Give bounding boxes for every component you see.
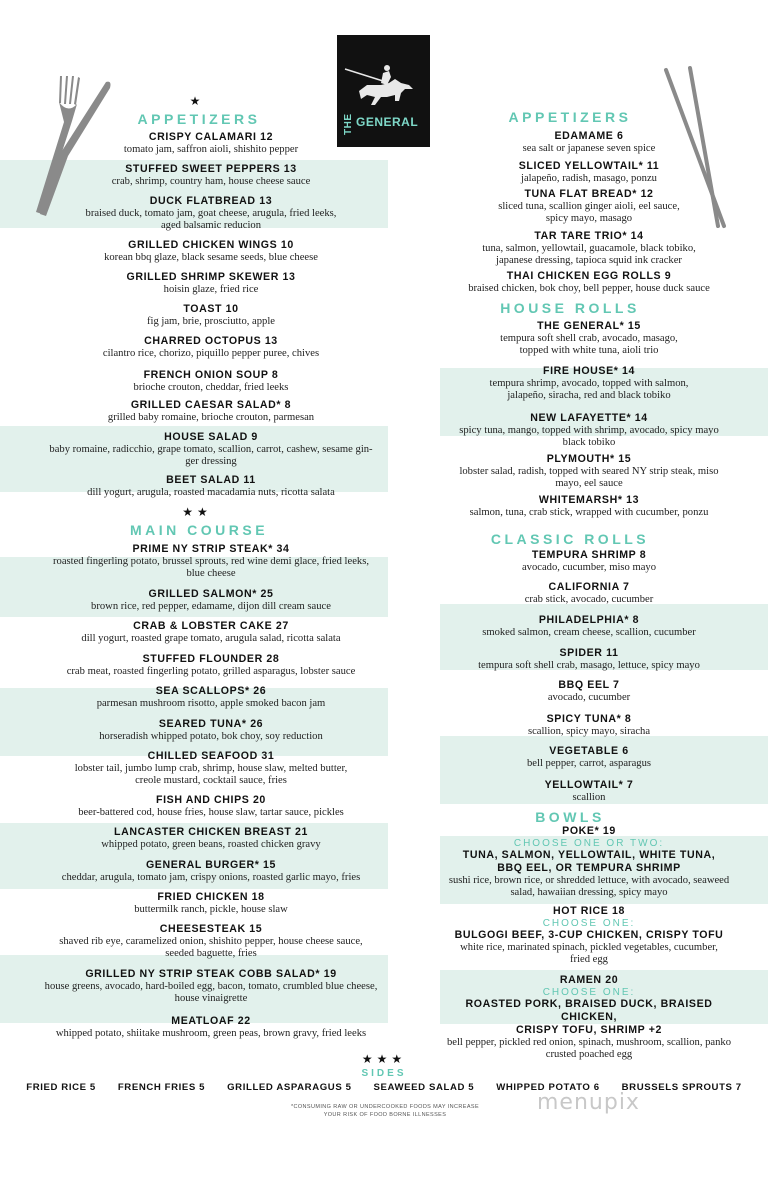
menu-item-name: VEGETABLE 6 <box>549 745 629 757</box>
menu-item-description: lobster salad, radish, topped with seared NY strip steak, miso <box>459 466 719 477</box>
menu-item-name: HOT RICE 18 <box>553 905 625 917</box>
menu-item <box>34 923 388 960</box>
menu-item <box>34 131 388 156</box>
menu-item-description: jalapeño, radish, masago, ponzu <box>521 173 657 184</box>
section-title-house-rolls: HOUSE ROLLS <box>500 300 640 316</box>
menu-item <box>440 825 738 899</box>
menu-item <box>440 549 738 574</box>
menu-item-name: TUNA FLAT BREAD* 12 <box>524 188 654 200</box>
menu-item-name: CALIFORNIA 7 <box>548 581 630 593</box>
menu-item-description: topped with white tuna, aioli trio <box>519 345 659 356</box>
menu-item-name: TEMPURA SHRIMP 8 <box>531 549 647 561</box>
menu-item <box>440 412 738 449</box>
menu-item-description: house greens, avocado, hard-boiled egg, bacon, tomato, crumbled blue cheese, <box>44 981 378 992</box>
menu-item-name: BEET SALAD 11 <box>166 474 256 486</box>
menu-item-description: fig jam, brie, prosciutto, apple <box>147 316 275 327</box>
menu-item-options: BBQ EEL, OR TEMPURA SHRIMP <box>497 862 681 874</box>
menu-item-options: TUNA, SALMON, YELLOWTAIL, WHITE TUNA, <box>462 849 716 861</box>
menu-item-description: brown rice, red pepper, edamame, dijon dill cream sauce <box>91 601 331 612</box>
menu-item-name: NEW LAFAYETTE* 14 <box>530 412 648 424</box>
sides-stars: ★★★ <box>361 1052 407 1066</box>
menu-item-description: tuna, salmon, yellowtail, guacamole, black tobiko, <box>482 243 696 254</box>
menu-item-name: RAMEN 20 <box>559 974 619 986</box>
menu-item <box>440 130 738 155</box>
menu-item-description: whipped potato, shiitake mushroom, green peas, brown gravy, fried leeks <box>55 1028 367 1039</box>
menu-item <box>34 653 388 678</box>
menu-item-description: hoisin glaze, fried rice <box>163 284 259 295</box>
menu-item-description: brioche crouton, cheddar, fried leeks <box>133 382 289 393</box>
menu-item-description: braised duck, tomato jam, goat cheese, arugula, fried leeks, <box>85 208 337 219</box>
section-title-bowls: BOWLS <box>535 809 605 825</box>
section-title-appetizers: APPETIZERS <box>137 111 261 127</box>
menu-item <box>440 745 738 770</box>
menu-item-name: FRENCH ONION SOUP 8 <box>143 369 279 381</box>
menu-item-description: sushi rice, brown rice, or shredded lettuce, with avocado, seaweed <box>448 875 730 886</box>
menu-item-description: seeded baguette, fries <box>165 948 257 959</box>
menu-item <box>34 685 388 710</box>
menu-item-description: crab stick, avocado, cucumber <box>524 594 654 605</box>
menu-item-description: parmesan mushroom risotto, apple smoked bacon jam <box>96 698 326 709</box>
menu-item-description: tempura soft shell crab, avocado, masago, <box>500 333 678 344</box>
menu-item-name: STUFFED FLOUNDER 28 <box>142 653 280 665</box>
menu-item-description: black tobiko <box>562 437 616 448</box>
menu-item <box>440 905 738 966</box>
menu-item <box>34 794 388 819</box>
menu-item <box>34 543 388 580</box>
menu-item-name: SLICED YELLOWTAIL* 11 <box>518 160 660 172</box>
menu-item-name: THAI CHICKEN EGG ROLLS 9 <box>506 270 672 282</box>
menu-item-description: roasted fingerling potato, brussel sprouts, red wine demi glace, fried leeks, <box>53 556 369 567</box>
menu-item <box>34 431 388 468</box>
menu-item-description: white rice, marinated spinach, pickled vegetables, cucumber, <box>460 942 718 953</box>
menu-item <box>34 195 388 232</box>
menu-item-name: PRIME NY STRIP STEAK* 34 <box>132 543 290 555</box>
horse-rider-icon <box>337 35 430 115</box>
menu-item-name: GENERAL BURGER* 15 <box>145 859 277 871</box>
menu-item-description: spicy mayo, masago <box>545 213 633 224</box>
sides-list <box>0 1082 768 1093</box>
section-stars: ★★ <box>182 505 212 519</box>
menu-item-description: tempura shrimp, avocado, topped with salmon, <box>489 378 689 389</box>
menu-item-description: bell pepper, pickled red onion, spinach, mushroom, scallion, panko <box>446 1037 732 1048</box>
menu-item <box>440 160 738 185</box>
menu-item-name: MEATLOAF 22 <box>171 1015 251 1027</box>
side-item: BRUSSELS SPROUTS 7 <box>621 1082 742 1093</box>
menu-item-description: smoked salmon, cream cheese, scallion, cucumber <box>482 627 696 638</box>
choose-label: CHOOSE ONE OR TWO: <box>513 838 665 849</box>
menu-item-name: DUCK FLATBREAD 13 <box>149 195 273 207</box>
menu-item-description: japanese dressing, tapioca squid ink cracker <box>496 255 682 266</box>
choose-label: CHOOSE ONE: <box>542 987 636 998</box>
choose-label: CHOOSE ONE: <box>542 918 636 929</box>
menu-item-name: FIRE HOUSE* 14 <box>543 365 635 377</box>
menu-item-description: shaved rib eye, caramelized onion, shishito pepper, house cheese sauce, <box>59 936 363 947</box>
menu-item-description: mayo, eel sauce <box>555 478 623 489</box>
menu-item-description: fried egg <box>570 954 608 965</box>
menu-item <box>34 718 388 743</box>
brand-name: GENERAL <box>356 115 419 129</box>
disclaimer-line: *CONSUMING RAW OR UNDERCOOKED FOODS MAY INCREASE <box>290 1104 480 1110</box>
menu-item-description: dill yogurt, roasted grape tomato, arugula salad, ricotta salata <box>81 633 341 644</box>
menu-item-description: crusted poached egg <box>545 1049 633 1060</box>
menu-item-name: WHITEMARSH* 13 <box>538 494 640 506</box>
menu-item-name: GRILLED CHICKEN WINGS 10 <box>128 239 294 251</box>
menu-item-name: BBQ EEL 7 <box>558 679 620 691</box>
watermark: menupix <box>537 1090 640 1115</box>
section-title-appetizers-sushi: APPETIZERS <box>508 109 632 125</box>
menu-item-description: blue cheese <box>186 568 236 579</box>
menu-item-name: CHEESESTEAK 15 <box>159 923 263 935</box>
menu-item-description: salmon, tuna, crab stick, wrapped with cucumber, ponzu <box>469 507 709 518</box>
menu-item <box>34 335 388 360</box>
side-item: FRIED RICE 5 <box>26 1082 96 1093</box>
section-stars: ★ <box>189 94 205 108</box>
menu-item-name: GRILLED SALMON* 25 <box>148 588 274 600</box>
menu-item-name: GRILLED SHRIMP SKEWER 13 <box>126 271 296 283</box>
menu-item <box>440 679 738 704</box>
menu-item-name: FISH AND CHIPS 20 <box>156 794 266 806</box>
menu-item <box>440 647 738 672</box>
menu-item-options: CRISPY TOFU, SHRIMP +2 <box>516 1024 662 1036</box>
menu-item-description: bell pepper, carrot, asparagus <box>527 758 651 769</box>
menu-item-description: crab, shrimp, country ham, house cheese sauce <box>111 176 311 187</box>
menu-item <box>440 713 738 738</box>
menu-item-description: dill yogurt, arugula, roasted macadamia nuts, ricotta salata <box>87 487 335 498</box>
menu-item-description: salad, hawaiian dressing, spicy mayo <box>510 887 668 898</box>
menu-item-description: sea salt or japanese seven spice <box>522 143 656 154</box>
menu-item-name: CHARRED OCTOPUS 13 <box>144 335 278 347</box>
menu-item <box>440 230 738 267</box>
menu-item-description: korean bbq glaze, black sesame seeds, blue cheese <box>104 252 318 263</box>
menu-item <box>440 581 738 606</box>
menu-item-description: grilled baby romaine, brioche crouton, parmesan <box>107 412 315 423</box>
menu-item <box>34 859 388 884</box>
section-title-classic-rolls: CLASSIC ROLLS <box>490 531 650 547</box>
disclaimer-line: YOUR RISK OF FOOD BORNE ILLNESSES <box>323 1112 447 1118</box>
menu-item <box>34 826 388 851</box>
menu-item-name: EDAMAME 6 <box>554 130 624 142</box>
menu-item-name: TOAST 10 <box>183 303 239 315</box>
menu-item-name: HOUSE SALAD 9 <box>164 431 258 443</box>
menu-item-description: braised chicken, bok choy, bell pepper, house duck sauce <box>468 283 710 294</box>
side-item: WHIPPED POTATO 6 <box>496 1082 600 1093</box>
menu-item <box>34 891 388 916</box>
menu-item-description: jalapeño, siracha, red and black tobiko <box>507 390 671 401</box>
menu-item-description: house vinaigrette <box>174 993 248 1004</box>
menu-item-name: CHILLED SEAFOOD 31 <box>147 750 275 762</box>
menu-item-description: lobster tail, jumbo lump crab, shrimp, house slaw, melted butter, <box>74 763 348 774</box>
menu-item <box>440 974 738 1061</box>
side-item: SEAWEED SALAD 5 <box>373 1082 475 1093</box>
sides-title: SIDES <box>361 1068 407 1079</box>
menu-item-description: baby romaine, radicchio, grape tomato, scallion, carrot, cashew, sesame gin- <box>49 444 373 455</box>
menu-item-description: spicy tuna, mango, topped with shrimp, avocado, spicy mayo <box>459 425 719 436</box>
menu-item-description: beer-battered cod, house fries, house slaw, tartar sauce, pickles <box>78 807 344 818</box>
menu-item-name: POKE* 19 <box>562 825 616 837</box>
menu-item-name: PLYMOUTH* 15 <box>546 453 632 465</box>
menu-item <box>440 614 738 639</box>
menu-item-name: LANCASTER CHICKEN BREAST 21 <box>114 826 308 838</box>
menu-item-description: tomato jam, saffron aioli, shishito pepper <box>123 144 299 155</box>
menu-item <box>34 1015 388 1040</box>
menu-item-options: BULGOGI BEEF, 3-CUP CHICKEN, CRISPY TOFU <box>454 929 724 941</box>
menu-item <box>440 270 738 295</box>
raw-food-disclaimer <box>290 1103 480 1119</box>
menu-item-name: CRISPY CALAMARI 12 <box>148 131 274 143</box>
menu-item-name: TAR TARE TRIO* 14 <box>534 230 644 242</box>
menu-item <box>34 620 388 645</box>
menu-item-name: SPICY TUNA* 8 <box>546 713 632 725</box>
menu-item <box>34 271 388 296</box>
menu-item-name: SEA SCALLOPS* 26 <box>155 685 267 697</box>
menu-item <box>440 365 738 402</box>
menu-item-description: creole mustard, cocktail sauce, fries <box>135 775 287 786</box>
menu-item-description: sliced tuna, scallion ginger aioli, eel sauce, <box>498 201 680 212</box>
menu-item-name: SPIDER 11 <box>559 647 619 659</box>
menu-item <box>34 588 388 613</box>
menu-item-description: avocado, cucumber <box>547 692 631 703</box>
menu-item-options: ROASTED PORK, BRAISED DUCK, BRAISED CHICKEN, <box>465 998 713 1023</box>
menu-item-description: tempura soft shell crab, masago, lettuce, spicy mayo <box>478 660 700 671</box>
menu-item-description: scallion <box>572 792 606 803</box>
menu-item-description: whipped potato, green beans, roasted chicken gravy <box>101 839 321 850</box>
menu-item-description: avocado, cucumber, miso mayo <box>521 562 656 573</box>
menu-item <box>440 779 738 804</box>
menu-item <box>34 750 388 787</box>
menu-item <box>34 474 388 499</box>
menu-item-name: SEARED TUNA* 26 <box>158 718 264 730</box>
menu-item <box>440 320 738 357</box>
menu-item <box>34 968 388 1005</box>
menu-item <box>34 399 388 424</box>
menu-item-name: THE GENERAL* 15 <box>537 320 641 332</box>
menu-item-name: STUFFED SWEET PEPPERS 13 <box>125 163 297 175</box>
menu-item <box>34 163 388 188</box>
menu-item <box>440 188 738 225</box>
menu-item <box>34 239 388 264</box>
menu-item-name: PHILADELPHIA* 8 <box>538 614 640 626</box>
side-item: FRENCH FRIES 5 <box>117 1082 206 1093</box>
menu-item-name: GRILLED NY STRIP STEAK COBB SALAD* 19 <box>85 968 337 980</box>
menu-item-description: buttermilk ranch, pickle, house slaw <box>134 904 288 915</box>
menu-item-name: GRILLED CAESAR SALAD* 8 <box>130 399 292 411</box>
menu-item-description: cilantro rice, chorizo, piquillo pepper puree, chives <box>102 348 320 359</box>
menu-item-description: horseradish whipped potato, bok choy, soy reduction <box>99 731 323 742</box>
side-item: GRILLED ASPARAGUS 5 <box>227 1082 352 1093</box>
menu-item-name: FRIED CHICKEN 18 <box>157 891 265 903</box>
menu-item-description: crab meat, roasted fingerling potato, grilled asparagus, lobster sauce <box>66 666 356 677</box>
section-title-main-course: MAIN COURSE <box>129 522 269 538</box>
menu-item-description: scallion, spicy mayo, siracha <box>527 726 651 737</box>
menu-item <box>34 303 388 328</box>
menu-item-description: cheddar, arugula, tomato jam, crispy onions, roasted garlic mayo, fries <box>61 872 361 883</box>
menu-item-name: YELLOWTAIL* 7 <box>544 779 634 791</box>
menu-item <box>440 494 738 519</box>
menu-item <box>34 369 388 394</box>
brand-the: THE <box>343 113 354 135</box>
menu-item-name: CRAB & LOBSTER CAKE 27 <box>133 620 289 632</box>
menu-item-description: ger dressing <box>185 456 237 467</box>
menu-item-description: aged balsamic reducion <box>160 220 261 231</box>
menu-item <box>440 453 738 490</box>
